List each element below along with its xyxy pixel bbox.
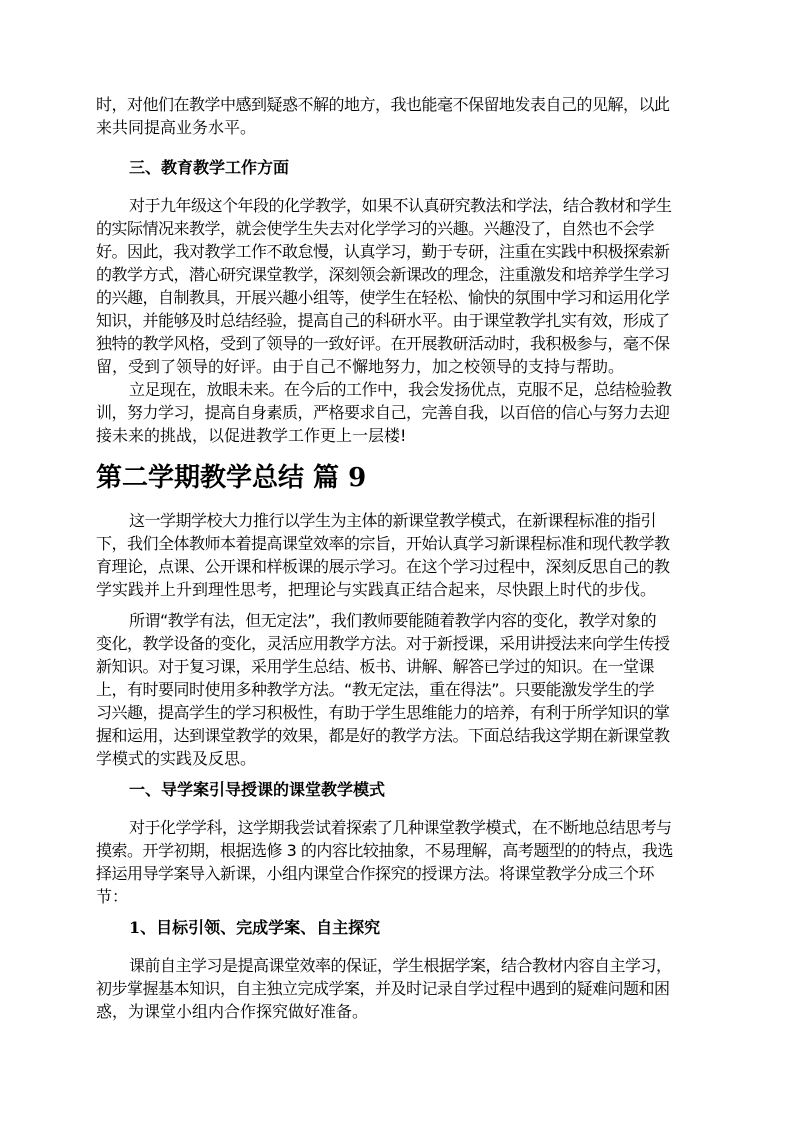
paragraph-line: 惑，为课堂小组内合作探究做好准备。: [96, 1002, 369, 1021]
paragraph-line: 来共同提高业务水平。: [96, 118, 257, 137]
paragraph-line: 上，有时要同时使用多种教学方法。“教无定法，重在得法”。只要能激发学生的学: [96, 680, 655, 699]
paragraph-line: 的实际情况来教学，就会使学生失去对化学学习的兴趣。兴趣没了，自然也不会学: [96, 219, 655, 238]
paragraph-line: 对于九年级这个年段的化学教学，如果不认真研究教法和学法，结合教材和学生: [129, 196, 672, 215]
section-heading: 三、教育教学工作方面: [129, 158, 290, 177]
paragraph-line: 摸索。开学初期，根据选修 3 的内容比较抽象，不易理解，高考题型的的特点，我选: [96, 841, 673, 860]
paragraph-line: 留，受到了领导的好评。由于自己不懈地努力，加之校领导的支持与帮助。: [96, 357, 625, 376]
paragraph-line: 的教学方式，潜心研究课堂教学，深刻领会新课改的理念，注重激发和培养学生学习: [96, 265, 670, 284]
paragraph-line: 课前自主学习是提高课堂效率的保证，学生根据学案，结合教材内容自主学习，: [129, 956, 672, 975]
paragraph-line: 对于化学学科，这学期我尝试着探索了几种课堂教学模式，在不断地总结思考与: [129, 818, 672, 837]
paragraph-line: 好。因此，我对教学工作不敢怠慢，认真学习，勤于专研，注重在实践中积极探索新: [96, 242, 670, 261]
paragraph-line: 择运用导学案导入新课，小组内课堂合作探究的授课方法。将课堂教学分成三个环: [96, 864, 655, 883]
paragraph-line: 这一学期学校大力推行以学生为主体的新课堂教学模式，在新课程标准的指引: [129, 511, 657, 530]
paragraph-line: 所谓“教学有法，但无定法”，我们教师要能随着教学内容的变化，教学对象的: [129, 611, 657, 630]
paragraph-line: 立足现在，放眼未来。在今后的工作中，我会发扬优点，克服不足，总结检验教: [129, 380, 672, 399]
document-title: 第二学期教学总结 篇 9: [96, 463, 367, 493]
section-heading: 一、导学案引导授课的课堂教学模式: [129, 780, 386, 799]
paragraph-line: 初步掌握基本知识，自主独立完成学案，并及时记录自学过程中遇到的疑难问题和困: [96, 979, 670, 998]
paragraph-line: 握和运用，达到课堂教学的效果，都是好的教学方法。下面总结我这学期在新课堂教: [96, 726, 670, 745]
paragraph-line: 习兴趣，提高学生的学习积极性，有助于学生思维能力的培养，有利于所学知识的掌: [96, 703, 670, 722]
paragraph-line: 学实践并上升到理性思考，把理论与实践真正结合起来，尽快跟上时代的步伐。: [96, 580, 657, 599]
paragraph-line: 下，我们全体教师本着提高课堂效率的宗旨，开始认真学习新课程标准和现代教学教: [96, 534, 670, 553]
paragraph-line: 变化，教学设备的变化，灵活应用教学方法。对于新授课，采用讲授法来向学生传授: [96, 634, 670, 653]
paragraph-line: 学模式的实践及反思。: [96, 749, 257, 768]
paragraph-line: 育理论，点课、公开课和样板课的展示学习。在这个学习过程中，深刻反思自己的教: [96, 557, 670, 576]
paragraph-line: 时，对他们在教学中感到疑惑不解的地方，我也能毫不保留地发表自己的见解，以此: [96, 95, 670, 114]
subsection-heading: 1、目标引领、完成学案、自主探究: [129, 918, 381, 937]
paragraph-line: 知识，并能够及时总结经验，提高自己的科研水平。由于课堂教学扎实有效，形成了: [96, 311, 670, 330]
paragraph-line: 新知识。对于复习课，采用学生总结、板书、讲解、解答已学过的知识。在一堂课: [96, 657, 655, 676]
paragraph-line: 接未来的挑战，以促进教学工作更上一层楼!: [96, 426, 407, 445]
paragraph-line: 的兴趣，自制教具，开展兴趣小组等，使学生在轻松、愉快的氛围中学习和运用化学: [96, 288, 670, 307]
paragraph-line: 节：: [96, 887, 129, 906]
paragraph-line: 独特的教学风格，受到了领导的一致好评。在开展教研活动时，我积极参与，毫不保: [96, 334, 670, 353]
paragraph-line: 训，努力学习，提高自身素质，严格要求自己，完善自我，以百倍的信心与努力去迎: [96, 403, 670, 422]
